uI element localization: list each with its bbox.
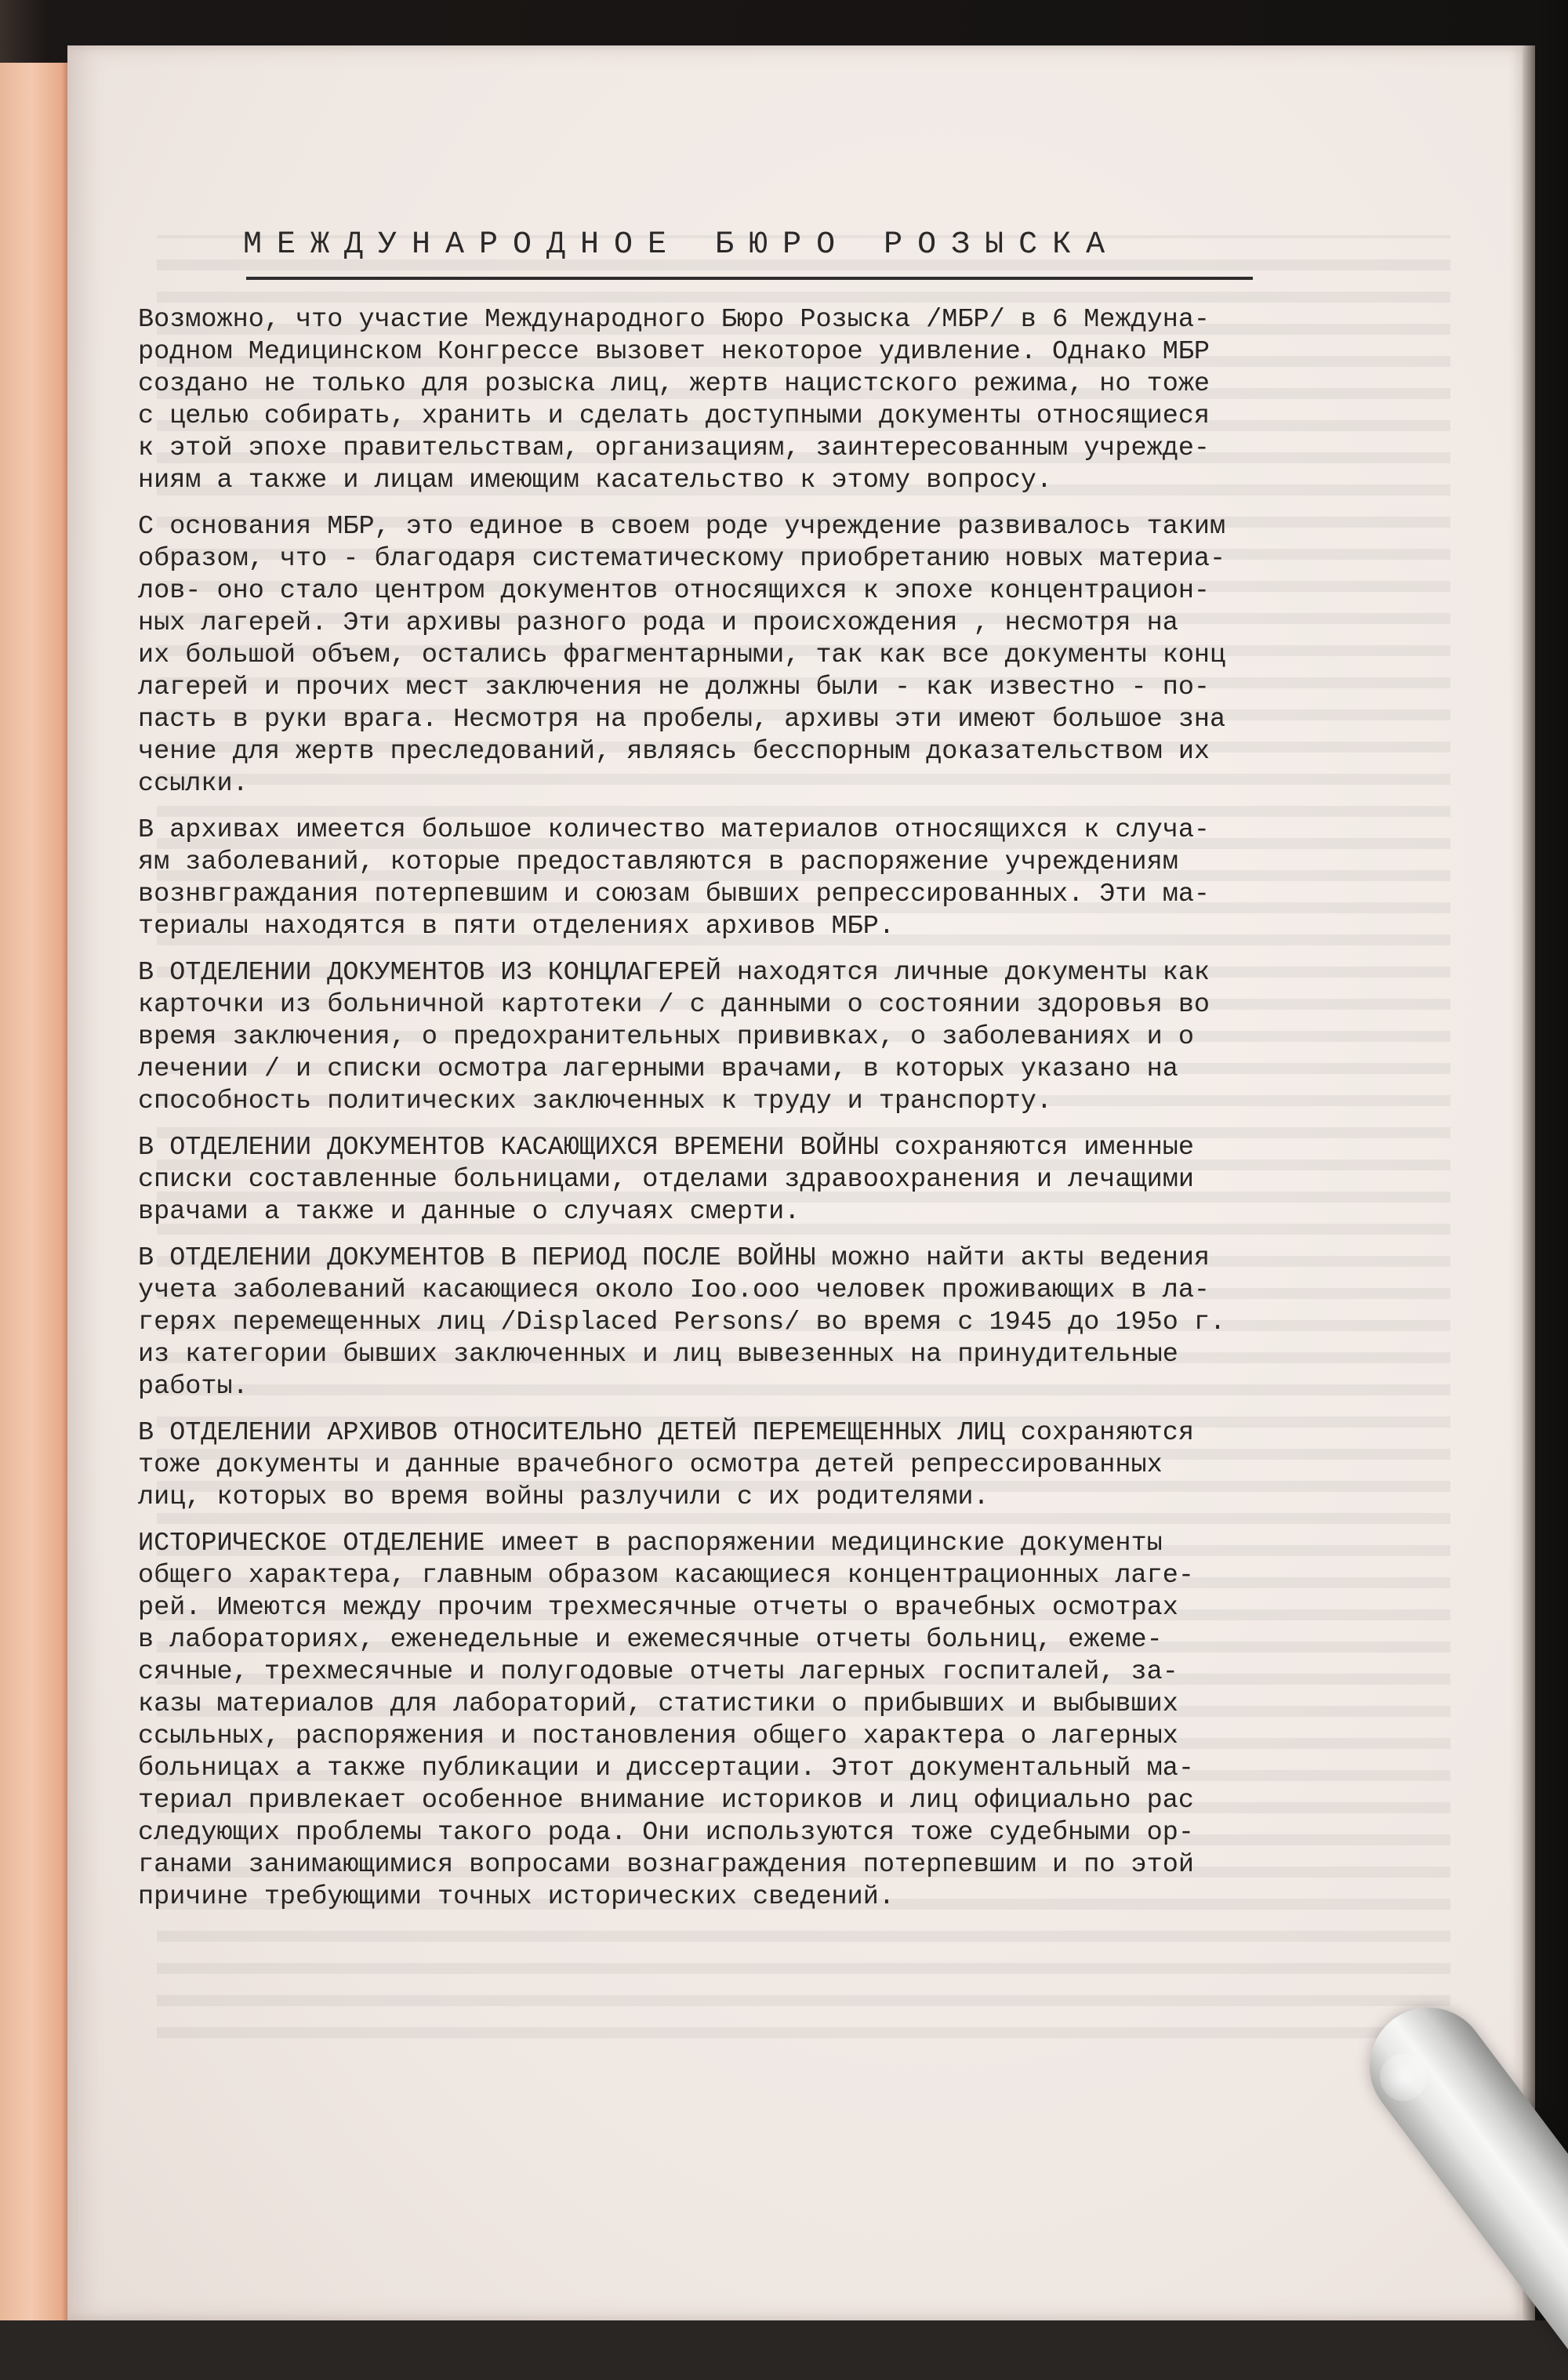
text-line: врачами а также и данные о случаях смерти. <box>138 1197 800 1227</box>
text-line: В архивах имеется большое количество материалов относящихся к случа- <box>138 815 1210 845</box>
text-line: тоже документы и данные врачебного осмотра детей репрессированных <box>138 1450 1163 1480</box>
paragraph-camp-documents <box>138 957 1486 1118</box>
text-line: их большой объем, остались фрагментарными, так как все документы конц <box>138 640 1226 670</box>
text-line: вознвграждания потерпевшим и союзам бывших репрессированных. Эти ма- <box>138 880 1210 909</box>
text-line: В ОТДЕЛЕНИИ ДОКУМЕНТОВ ИЗ КОНЦЛАГЕРЕЙ находятся личные документы как <box>138 958 1210 988</box>
paragraph-war-documents <box>138 1132 1486 1228</box>
pen-highlight <box>1380 2054 1427 2101</box>
document-body <box>138 304 1486 1928</box>
text-line: работы. <box>138 1372 249 1402</box>
text-line: из категории бывших заключенных и лиц вывезенных на принудительные <box>138 1340 1178 1370</box>
text-line: герях перемещенных лиц /Displaced Persons/ во время с 1945 до 195о г. <box>138 1308 1226 1337</box>
text-line: рей. Имеются между прочим трехмесячные отчеты о врачебных осмотрах <box>138 1593 1178 1623</box>
text-line: время заключения, о предохранительных прививках, о заболеваниях и о <box>138 1022 1194 1052</box>
text-line: Возможно, что участие Международного Бюро Розыска /МБР/ в 6 Междуна- <box>138 305 1210 335</box>
text-line: лов- оно стало центром документов относящихся к эпохе концентрацион- <box>138 576 1210 606</box>
text-line: учета заболеваний касающиеся около Iоо.ооо человек проживающих в ла- <box>138 1275 1210 1305</box>
text-line: причине требующими точных исторических сведений. <box>138 1882 895 1912</box>
paragraph-intro <box>138 304 1486 497</box>
text-line: В ОТДЕЛЕНИИ АРХИВОВ ОТНОСИТЕЛЬНО ДЕТЕЙ ПЕРЕМЕЩЕННЫХ ЛИЦ сохраняются <box>138 1418 1194 1448</box>
text-line: создано не только для розыска лиц, жертв нацистского режима, но тоже <box>138 369 1210 399</box>
paragraph-historical-department <box>138 1528 1486 1914</box>
text-line: следующих проблемы такого рода. Они используются тоже судебными ор- <box>138 1818 1194 1848</box>
paragraph-archives <box>138 814 1486 943</box>
text-line: ниям а также и лицам имеющим касательство к этому вопросу. <box>138 466 1052 495</box>
text-line: лиц, которых во время войны разлучили с их родителями. <box>138 1482 989 1512</box>
text-line: к этой эпохе правительствам, организациям, заинтересованным учрежде- <box>138 434 1210 463</box>
text-line: общего характера, главным образом касающиеся концентрационных лаге- <box>138 1561 1194 1591</box>
page-edge <box>1523 45 1535 2320</box>
text-line: в лабораториях, еженедельные и ежемесячные отчеты больниц, ежеме- <box>138 1625 1163 1655</box>
text-line: карточки из больничной картотеки / с данными о состоянии здоровья во <box>138 990 1210 1020</box>
text-line: родном Медицинском Конгрессе вызовет некоторое удивление. Однако МБР <box>138 337 1210 367</box>
text-line: способность политических заключенных к труду и транспорту. <box>138 1087 1052 1116</box>
text-line: больницах а также публикации и диссертации. Этот документальный ма- <box>138 1754 1194 1783</box>
title-underline <box>246 277 1253 280</box>
text-line: ям заболеваний, которые предоставляются в распоряжение учреждениям <box>138 847 1178 877</box>
text-line: ссылки. <box>138 769 249 799</box>
text-line: ных лагерей. Эти архивы разного рода и происхождения , несмотря на <box>138 608 1178 638</box>
paragraph-postwar-documents <box>138 1243 1486 1403</box>
text-line: ганами занимающимися вопросами вознаграждения потерпевшим и по этой <box>138 1850 1194 1880</box>
text-line: списки составленные больницами, отделами здравоохранения и лечащими <box>138 1165 1194 1195</box>
text-line: В ОТДЕЛЕНИИ ДОКУМЕНТОВ КАСАЮЩИХСЯ ВРЕМЕНИ ВОЙНЫ сохраняются именные <box>138 1133 1194 1163</box>
text-line: териал привлекает особенное внимание историков и лиц официально рас <box>138 1786 1194 1816</box>
text-line: териалы находятся в пяти отделениях архивов МБР. <box>138 912 895 941</box>
text-line: ссыльных, распоряжения и постановления общего характера о лагерных <box>138 1722 1178 1751</box>
text-line: лечении / и списки осмотра лагерными врачами, в которых указано на <box>138 1054 1178 1084</box>
text-line: чение для жертв преследований, являясь бесспорным доказательством их <box>138 737 1210 767</box>
paragraph-children-archives <box>138 1417 1486 1514</box>
text-line: с целью собирать, хранить и сделать доступными документы относящиеся <box>138 401 1210 431</box>
text-line: В ОТДЕЛЕНИИ ДОКУМЕНТОВ В ПЕРИОД ПОСЛЕ ВОЙНЫ можно найти акты ведения <box>138 1243 1210 1273</box>
text-line: казы материалов для лабораторий, статистики о прибывших и выбывших <box>138 1689 1178 1719</box>
document-title: МЕЖДУНАРОДНОЕ БЮРО РОЗЫСКА <box>243 227 1120 263</box>
text-line: ИСТОРИЧЕСКОЕ ОТДЕЛЕНИЕ имеет в распоряжении медицинские документы <box>138 1529 1163 1558</box>
text-line: пасть в руки врага. Несмотря на пробелы, архивы эти имеют большое зна <box>138 705 1226 735</box>
text-line: сячные, трехмесячные и полугодовые отчеты лагерных госпиталей, за- <box>138 1657 1178 1687</box>
text-line: С основания МБР, это единое в своем роде учреждение развивалось таким <box>138 512 1226 542</box>
text-line: образом, что - благодаря систематическому приобретанию новых материа- <box>138 544 1226 574</box>
paragraph-history <box>138 511 1486 800</box>
text-line: лагерей и прочих мест заключения не должны были - как известно - по- <box>138 673 1210 702</box>
